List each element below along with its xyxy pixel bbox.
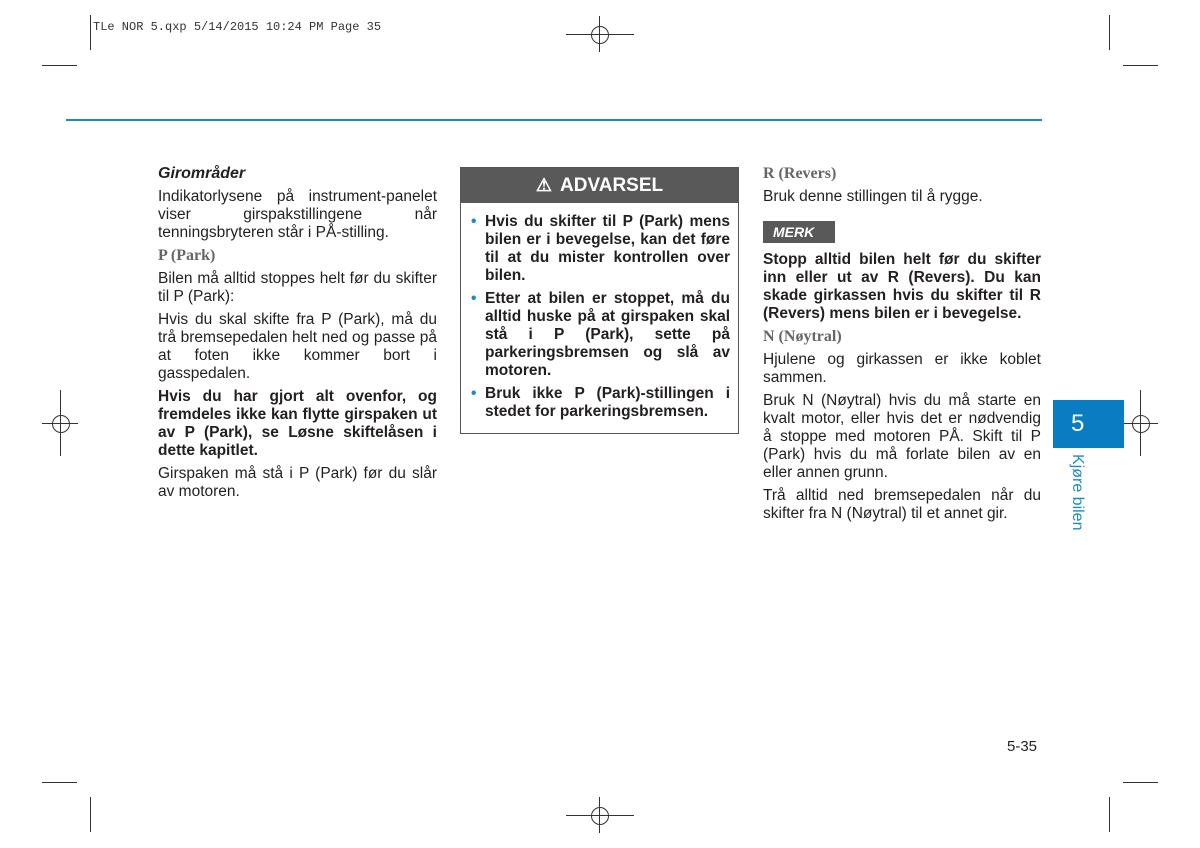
- warning-list: [471, 213, 730, 421]
- registration-mark: [591, 26, 609, 44]
- paragraph: Trå alltid ned bremsepedalen når du skifter fra N (Nøytral) til et annet gir.: [763, 487, 1041, 522]
- paragraph: Girspaken må stå i P (Park) før du slår av motoren.: [158, 465, 437, 500]
- section-heading: Girområder: [158, 165, 246, 182]
- chapter-tab: 5: [1053, 400, 1124, 448]
- paragraph: Bruk denne stillingen til å rygge.: [763, 188, 983, 205]
- warning-title: ADVARSEL: [560, 174, 664, 196]
- warning-item: • Bruk ikke P (Park)-stillingen i stedet for parkeringsbremsen.: [471, 385, 730, 421]
- crop-mark: [1123, 65, 1158, 66]
- crop-mark: [90, 797, 91, 832]
- paragraph: Bruk N (Nøytral) hvis du må starte en kvalt motor, eller hvis det er nødvendig å stoppe med motoren PÅ. Skift til P (Park) hvis du må forlate bilen av en eller annen grunn.: [763, 392, 1041, 481]
- paragraph: Hjulene og girkassen er ikke koblet sammen.: [763, 351, 1041, 386]
- warning-item: • Etter at bilen er stoppet, må du alltid huske på at girspaken skal stå i P (Park), sette på parkeringsbremsen og slå av motoren.: [471, 290, 730, 380]
- paragraph-bold: Hvis du har gjort alt ovenfor, og fremdeles ikke kan flytte girspaken ut av P (Park), se Løsne skiftelåsen i dette kapitlet.: [158, 388, 437, 459]
- paragraph: Bilen må alltid stoppes helt før du skifter til P (Park):: [158, 270, 437, 305]
- print-slug: TLe NOR 5.qxp 5/14/2015 10:24 PM Page 35: [93, 20, 382, 34]
- chapter-name: Kjøre bilen: [1069, 454, 1086, 531]
- crop-mark: [1123, 782, 1158, 783]
- page-number: 5-35: [1007, 738, 1038, 755]
- paragraph: Indikatorlysene på instrument-panelet viser girspakstillingene når tenningsbryteren står i PÅ-stilling.: [158, 188, 437, 241]
- paragraph: Hvis du skal skifte fra P (Park), må du trå bremsepedalen helt ned og passe på at foten ikke kommer bort i gasspedalen.: [158, 311, 437, 382]
- left-column: [158, 165, 437, 506]
- registration-mark: [52, 415, 70, 433]
- registration-mark: [1132, 415, 1150, 433]
- crop-mark: [42, 782, 77, 783]
- warning-triangle-icon: ⚠: [535, 175, 553, 195]
- warning-item: • Hvis du skifter til P (Park) mens bilen er i bevegelse, kan det føre til at du mister kontrollen over bilen.: [471, 213, 730, 285]
- note-text: Stopp alltid bilen helt før du skifter inn eller ut av R (Revers). Du kan skade girkassen hvis du skifter til R (Revers) mens bilen er i bevegelse.: [763, 251, 1041, 322]
- crop-mark: [90, 15, 91, 50]
- registration-mark: [591, 807, 609, 825]
- warning-header: [461, 168, 738, 203]
- header-rule: [66, 119, 1042, 121]
- warning-box: [460, 167, 739, 434]
- note-badge: MERK: [763, 221, 835, 243]
- crop-mark: [1109, 15, 1110, 50]
- subheading-park: P (Park): [158, 247, 216, 264]
- crop-mark: [42, 65, 77, 66]
- subheading-revers: R (Revers): [763, 165, 837, 182]
- crop-mark: [1109, 797, 1110, 832]
- right-column: [763, 165, 1041, 528]
- subheading-noytral: N (Nøytral): [763, 328, 842, 345]
